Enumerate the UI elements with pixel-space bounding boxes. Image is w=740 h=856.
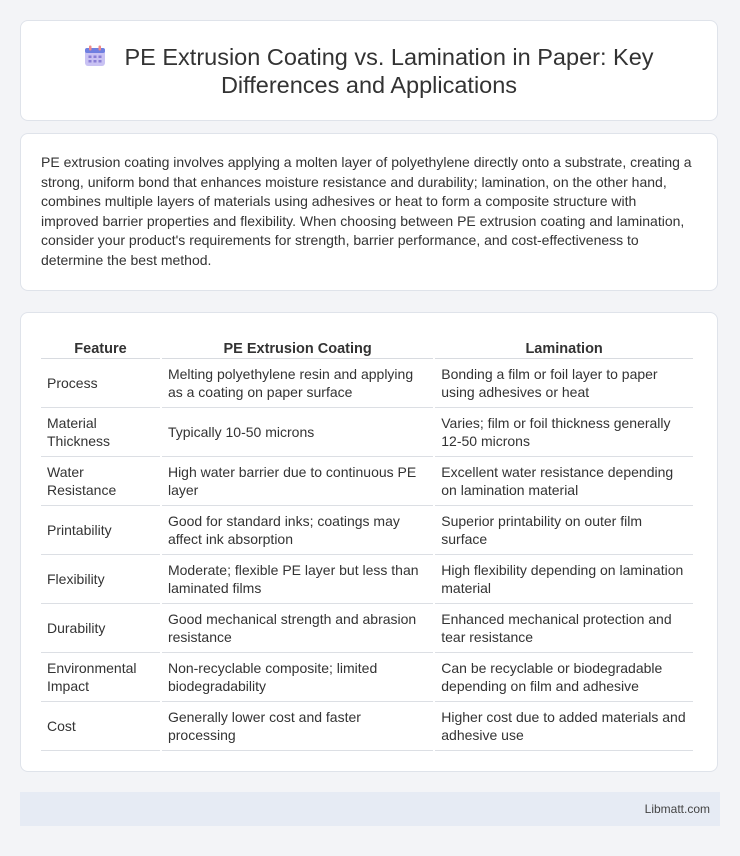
row-pe-value: Melting polyethylene resin and applying as a coating on paper surface <box>162 359 433 408</box>
header-pe-extrusion: PE Extrusion Coating <box>162 333 433 359</box>
row-feature: Printability <box>41 506 160 555</box>
row-pe-value: Good mechanical strength and abrasion resistance <box>162 604 433 653</box>
calendar-icon <box>84 45 106 67</box>
row-lamination-value: Bonding a film or foil layer to paper using adhesives or heat <box>435 359 693 408</box>
row-feature: Cost <box>41 702 160 751</box>
row-pe-value: High water barrier due to continuous PE layer <box>162 457 433 506</box>
row-pe-value: Non-recyclable composite; limited biodegradability <box>162 653 433 702</box>
table-row <box>41 555 693 604</box>
title-card <box>20 20 718 121</box>
header-feature: Feature <box>41 333 160 359</box>
table-row <box>41 506 693 555</box>
table-row <box>41 604 693 653</box>
footer-bar <box>20 792 720 826</box>
row-pe-value: Good for standard inks; coatings may affect ink absorption <box>162 506 433 555</box>
row-lamination-value: High flexibility depending on lamination material <box>435 555 693 604</box>
table-row <box>41 702 693 751</box>
row-feature: Flexibility <box>41 555 160 604</box>
row-feature: Material Thickness <box>41 408 160 457</box>
table-header-row <box>41 333 693 359</box>
page-title: PE Extrusion Coating vs. Lamination in Paper: Key Differences and Applications <box>124 43 654 98</box>
page-title-wrap <box>59 43 679 99</box>
row-lamination-value: Varies; film or foil thickness generally 12-50 microns <box>435 408 693 457</box>
footer-site-link[interactable]: Libmatt.com <box>644 802 710 816</box>
table-row <box>41 457 693 506</box>
row-lamination-value: Can be recyclable or biodegradable depending on film and adhesive <box>435 653 693 702</box>
table-row <box>41 653 693 702</box>
intro-card <box>20 133 718 291</box>
table-row <box>41 408 693 457</box>
row-feature: Water Resistance <box>41 457 160 506</box>
row-lamination-value: Enhanced mechanical protection and tear resistance <box>435 604 693 653</box>
table-row <box>41 359 693 408</box>
row-pe-value: Generally lower cost and faster processing <box>162 702 433 751</box>
intro-text: PE extrusion coating involves applying a molten layer of polyethylene directly onto a substrate, creating a strong, uniform bond that enhances moisture resistance and durability; lamination, on the other hand, combines multiple layers of materials using adhesives or heat to form a composite structure with improved barrier properties and flexibility. When choosing between PE extrusion coating and lamination, consider your product's requirements for strength, barrier performance, and cost-effectiveness to determine the best method. <box>41 154 692 268</box>
comparison-table-card <box>20 312 718 772</box>
comparison-table <box>39 333 695 751</box>
header-lamination: Lamination <box>435 333 693 359</box>
row-lamination-value: Superior printability on outer film surface <box>435 506 693 555</box>
row-feature: Durability <box>41 604 160 653</box>
row-feature: Process <box>41 359 160 408</box>
row-lamination-value: Higher cost due to added materials and adhesive use <box>435 702 693 751</box>
row-pe-value: Moderate; flexible PE layer but less than laminated films <box>162 555 433 604</box>
row-feature: Environmental Impact <box>41 653 160 702</box>
row-pe-value: Typically 10-50 microns <box>162 408 433 457</box>
row-lamination-value: Excellent water resistance depending on lamination material <box>435 457 693 506</box>
